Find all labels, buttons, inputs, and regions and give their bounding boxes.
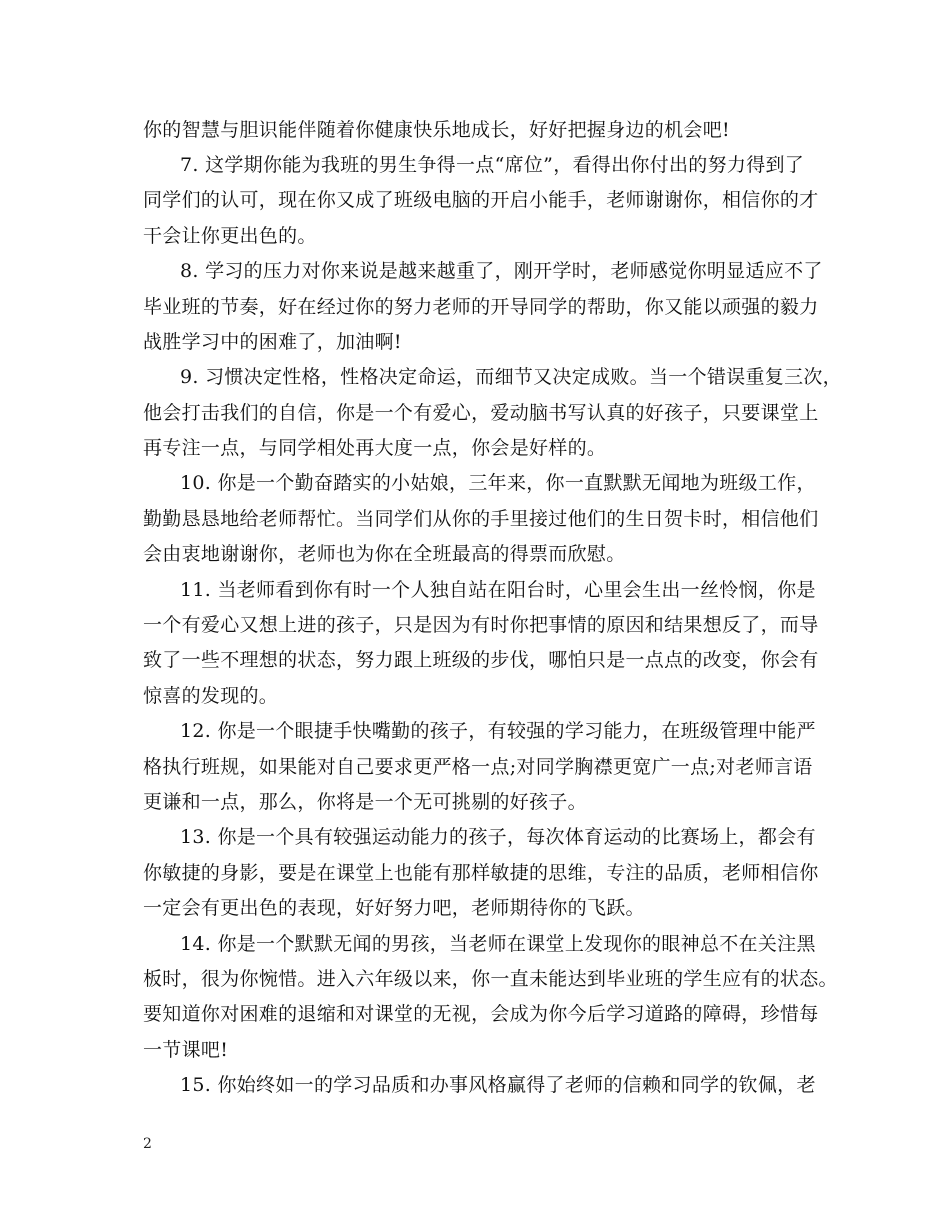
text-line: 勤勤恳恳地给老师帮忙。当同学们从你的手里接过他们的生日贺卡时，相信他们 <box>143 508 819 530</box>
text-line: 13. 你是一个具有较强运动能力的孩子，每次体育运动的比赛场上，都会有 <box>180 826 816 848</box>
text-line: 格执行班规，如果能对自己要求更严格一点;对同学胸襟更宽广一点;对老师言语 <box>143 756 813 778</box>
text-line: 15. 你始终如一的学习品质和办事风格赢得了老师的信赖和同学的钦佩，老 <box>180 1074 816 1096</box>
text-line: 更谦和一点，那么，你将是一个无可挑剔的好孩子。 <box>143 791 587 813</box>
text-line: 毕业班的节奏，好在经过你的努力老师的开导同学的帮助，你又能以顽强的毅力 <box>143 296 819 318</box>
text-line: 7. 这学期你能为我班的男生争得一点“席位”，看得出你付出的努力得到了 <box>180 154 805 176</box>
text-line: 同学们的认可，现在你又成了班级电脑的开启小能手，老师谢谢你，相信你的才 <box>143 189 819 211</box>
text-line: 一定会有更出色的表现，好好努力吧，老师期待你的飞跃。 <box>143 897 645 919</box>
text-line: 一个有爱心又想上进的孩子，只是因为有时你把事情的原因和结果想反了，而导 <box>143 614 819 636</box>
text-line: 要知道你对困难的退缩和对课堂的无视，会成为你今后学习道路的障碍，珍惜每 <box>143 1003 819 1025</box>
text-line: 惊喜的发现的。 <box>143 685 279 707</box>
text-line: 他会打击我们的自信，你是一个有爱心，爱动脑书写认真的好孩子，只要课堂上 <box>143 402 819 424</box>
page-number: 2 <box>143 1136 152 1152</box>
text-line: 干会让你更出色的。 <box>143 225 317 247</box>
text-line: 战胜学习中的困难了，加油啊! <box>143 331 402 353</box>
text-line: 10. 你是一个勤奋踏实的小姑娘，三年来，你一直默默无闻地为班级工作， <box>180 472 816 494</box>
text-line: 一节课吧! <box>143 1039 229 1061</box>
text-line: 8. 学习的压力对你来说是越来越重了，刚开学时，老师感觉你明显适应不了 <box>180 260 823 282</box>
text-line: 你敏捷的身影，要是在课堂上也能有那样敏捷的思维，专注的品质，老师相信你 <box>143 862 819 884</box>
text-line: 14. 你是一个默默无闻的男孩，当老师在课堂上发现你的眼神总不在关注黑 <box>180 933 816 955</box>
text-line: 致了一些不理想的状态，努力跟上班级的步伐，哪怕只是一点点的改变，你会有 <box>143 649 819 671</box>
text-line: 9. 习惯决定性格，性格决定命运，而细节又决定成败。当一个错误重复三次， <box>180 366 842 388</box>
text-line: 再专注一点，与同学相处再大度一点，你会是好样的。 <box>143 437 607 459</box>
text-line: 会由衷地谢谢你，老师也为你在全班最高的得票而欣慰。 <box>143 543 626 565</box>
text-line: 11. 当老师看到你有时一个人独自站在阳台时，心里会生出一丝怜悯，你是 <box>180 579 816 601</box>
text-line: 12. 你是一个眼捷手快嘴勤的孩子，有较强的学习能力，在班级管理中能严 <box>180 720 816 742</box>
text-line: 你的智慧与胆识能伴随着你健康快乐地成长，好好把握身边的机会吧! <box>143 119 730 141</box>
text-line: 板时，很为你惋惜。进入六年级以来，你一直未能达到毕业班的学生应有的状态。 <box>143 968 838 990</box>
